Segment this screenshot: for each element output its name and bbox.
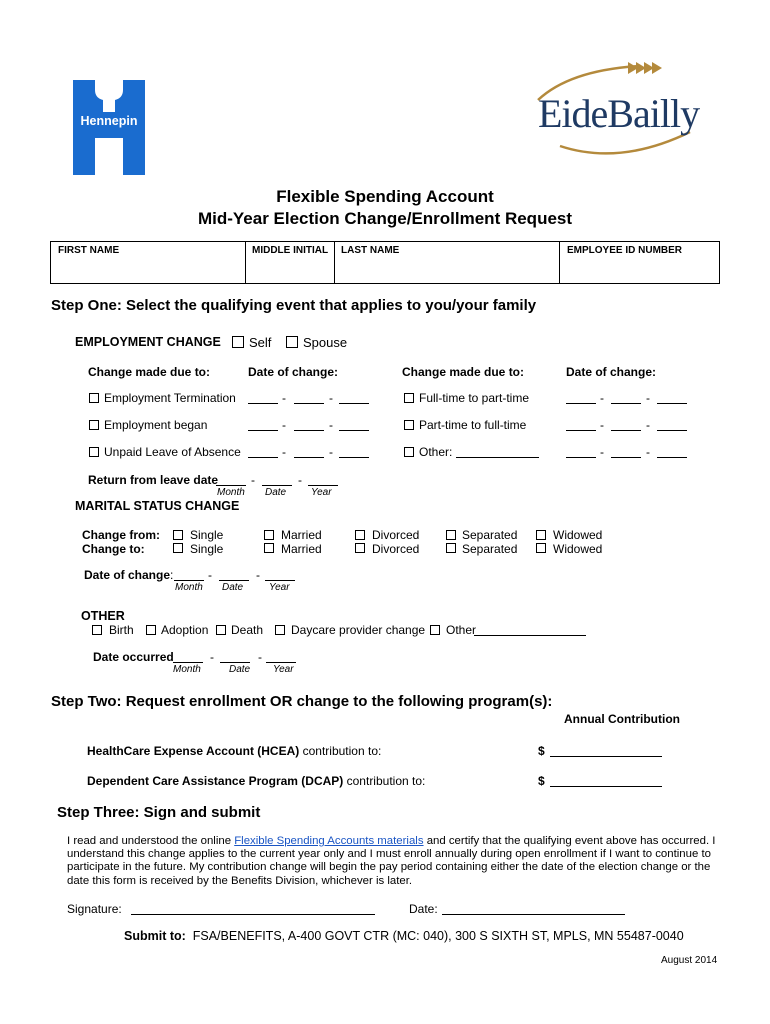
- eidebailly-logo: [530, 62, 710, 162]
- return-day-field[interactable]: [262, 485, 292, 486]
- employment-began-label: Employment began: [104, 418, 208, 432]
- marital-month-field[interactable]: [174, 580, 204, 581]
- death-checkbox[interactable]: [216, 625, 226, 635]
- submit-to-label: Submit to:: [124, 929, 186, 943]
- date-field[interactable]: [294, 403, 324, 404]
- birth-label: Birth: [109, 623, 134, 637]
- employment-termination-checkbox[interactable]: [89, 393, 99, 403]
- hcea-dollar: $: [538, 744, 545, 758]
- occurred-month-caption: Month: [173, 664, 201, 675]
- daycare-provider-label: Daycare provider change: [291, 623, 426, 637]
- hcea-amount-field[interactable]: [550, 756, 662, 757]
- return-month-caption: Month: [217, 487, 245, 498]
- occurred-year-caption: Year: [273, 664, 294, 675]
- occurred-day-field[interactable]: [220, 662, 250, 663]
- other-event-field[interactable]: [474, 635, 586, 636]
- from-widowed-label: Widowed: [553, 528, 603, 542]
- return-year-caption: Year: [311, 487, 332, 498]
- self-checkbox[interactable]: [232, 336, 244, 348]
- marital-month-caption: Month: [175, 582, 203, 593]
- employment-began-checkbox[interactable]: [89, 420, 99, 430]
- date-field[interactable]: [248, 403, 278, 404]
- from-married-label: Married: [281, 528, 322, 542]
- return-month-field[interactable]: [216, 485, 246, 486]
- dcap-dollar: $: [538, 774, 545, 788]
- first-name-label: FIRST NAME: [58, 245, 120, 256]
- to-divorced-checkbox[interactable]: [355, 543, 365, 553]
- date-field[interactable]: [657, 457, 687, 458]
- return-date-caption: Date: [265, 487, 287, 498]
- date-field[interactable]: [294, 430, 324, 431]
- marital-status-label: MARITAL STATUS CHANGE: [75, 499, 240, 513]
- daycare-provider-checkbox[interactable]: [275, 625, 285, 635]
- date-field[interactable]: [657, 403, 687, 404]
- spouse-label: Spouse: [303, 335, 348, 350]
- other-employment-checkbox[interactable]: [404, 447, 414, 457]
- return-from-leave-label: Return from leave date: [88, 473, 219, 487]
- hennepin-logo-text: Hennepin: [80, 114, 138, 128]
- other-employment-label: Other:: [419, 445, 453, 459]
- date-field[interactable]: [611, 457, 641, 458]
- fsa-materials-link[interactable]: Flexible Spending Accounts materials: [234, 835, 424, 847]
- date-field[interactable]: [248, 430, 278, 431]
- employee-id-label: EMPLOYEE ID NUMBER: [567, 245, 683, 256]
- birth-checkbox[interactable]: [92, 625, 102, 635]
- date-field[interactable]: [248, 457, 278, 458]
- employment-change-label: EMPLOYMENT CHANGE: [75, 335, 221, 349]
- form-title-line1: Flexible Spending Account: [276, 187, 494, 206]
- marital-year-field[interactable]: [265, 580, 295, 581]
- unpaid-leave-checkbox[interactable]: [89, 447, 99, 457]
- to-divorced-label: Divorced: [372, 542, 420, 556]
- full-to-part-time-label: Full-time to part-time: [419, 391, 530, 405]
- to-separated-checkbox[interactable]: [446, 543, 456, 553]
- step-three-heading: Step Three: Sign and submit: [57, 804, 261, 821]
- change-to-label: Change to:: [82, 542, 145, 556]
- date-field[interactable]: [339, 430, 369, 431]
- from-separated-label: Separated: [462, 528, 518, 542]
- occurred-date-caption: Date: [229, 664, 251, 675]
- date-left-label: Date of change:: [248, 365, 339, 379]
- part-to-full-time-label: Part-time to full-time: [419, 418, 527, 432]
- date-field[interactable]: [339, 403, 369, 404]
- last-name-label: LAST NAME: [341, 245, 400, 256]
- change-due-left-label: Change made due to:: [88, 365, 211, 379]
- other-employment-field[interactable]: [456, 457, 539, 458]
- change-from-label: Change from:: [82, 528, 160, 542]
- signature-date-field[interactable]: [442, 914, 625, 915]
- date-label: Date:: [409, 902, 438, 916]
- signature-label: Signature:: [67, 902, 122, 916]
- from-separated-checkbox[interactable]: [446, 530, 456, 540]
- adoption-label: Adoption: [161, 623, 209, 637]
- adoption-checkbox[interactable]: [146, 625, 156, 635]
- date-field[interactable]: [611, 403, 641, 404]
- part-to-full-time-checkbox[interactable]: [404, 420, 414, 430]
- other-heading: OTHER: [81, 609, 125, 623]
- date-field[interactable]: [611, 430, 641, 431]
- from-single-checkbox[interactable]: [173, 530, 183, 540]
- hennepin-logo: [73, 80, 145, 175]
- first-name-field[interactable]: [51, 256, 245, 282]
- date-field[interactable]: [294, 457, 324, 458]
- other-event-checkbox[interactable]: [430, 625, 440, 635]
- to-single-checkbox[interactable]: [173, 543, 183, 553]
- marital-date-caption: Date: [222, 582, 244, 593]
- annual-contribution-label: Annual Contribution: [564, 712, 680, 726]
- unpaid-leave-label: Unpaid Leave of Absence: [104, 445, 241, 459]
- change-due-right-label: Change made due to:: [402, 365, 525, 379]
- dcap-amount-field[interactable]: [550, 786, 662, 787]
- to-single-label: Single: [190, 542, 224, 556]
- date-field[interactable]: [339, 457, 369, 458]
- certification-paragraph: I read and understood the online Flexible Spending Accounts materials and certify that the qualifying event above has occurred. I understand this change applies to the current year only and I must enroll annually during open enrollment if I want to continue to participate in the future. My contribution change will begin the pay period containing either the date of the election change or the date this form is received by the Benefits Division, whichever is later.: [67, 835, 716, 887]
- submit-to-line: [124, 929, 684, 943]
- to-widowed-label: Widowed: [553, 542, 603, 556]
- submit-address: FSA/BENEFITS, A-400 GOVT CTR (MC: 040), 300 S SIXTH ST, MPLS, MN 55487-0040: [192, 929, 684, 943]
- middle-initial-field[interactable]: [246, 256, 334, 282]
- marital-year-caption: Year: [269, 582, 290, 593]
- date-field[interactable]: [657, 430, 687, 431]
- employment-termination-label: Employment Termination: [104, 391, 236, 405]
- marital-date-label: Date of change:: [84, 568, 174, 582]
- from-married-checkbox[interactable]: [264, 530, 274, 540]
- date-occurred-label: Date occurred: [93, 650, 174, 664]
- spouse-checkbox[interactable]: [286, 336, 298, 348]
- to-married-label: Married: [281, 542, 322, 556]
- eidebailly-logo-text: EideBailly: [538, 91, 700, 136]
- dcap-label: Dependent Care Assistance Program (DCAP) contribution to:: [87, 774, 426, 788]
- marital-day-field[interactable]: [219, 580, 249, 581]
- death-label: Death: [231, 623, 264, 637]
- date-field[interactable]: [566, 457, 596, 458]
- from-divorced-checkbox[interactable]: [355, 530, 365, 540]
- signature-field[interactable]: [131, 914, 375, 915]
- from-divorced-label: Divorced: [372, 528, 420, 542]
- date-field[interactable]: [566, 403, 596, 404]
- to-separated-label: Separated: [462, 542, 518, 556]
- last-name-field[interactable]: [335, 256, 559, 282]
- step-one-heading: Step One: Select the qualifying event that applies to you/your family: [51, 297, 537, 314]
- occurred-month-field[interactable]: [173, 662, 203, 663]
- return-year-field[interactable]: [308, 485, 338, 486]
- employee-info-table: [50, 241, 720, 284]
- date-right-label: Date of change:: [566, 365, 657, 379]
- other-event-label: Other: [446, 623, 477, 637]
- employee-id-field[interactable]: [560, 256, 718, 282]
- form-title-line2: Mid-Year Election Change/Enrollment Request: [197, 209, 573, 228]
- self-label: Self: [249, 335, 272, 350]
- from-widowed-checkbox[interactable]: [536, 530, 546, 540]
- hcea-label: HealthCare Expense Account (HCEA) contribution to:: [87, 744, 382, 758]
- full-to-part-time-checkbox[interactable]: [404, 393, 414, 403]
- from-single-label: Single: [190, 528, 224, 542]
- middle-initial-label: MIDDLE INITIAL: [252, 245, 329, 256]
- to-widowed-checkbox[interactable]: [536, 543, 546, 553]
- footer-date: August 2014: [661, 955, 718, 966]
- step-two-heading: Step Two: Request enrollment OR change to the following program(s):: [51, 693, 553, 710]
- occurred-year-field[interactable]: [266, 662, 296, 663]
- date-field[interactable]: [566, 430, 596, 431]
- to-married-checkbox[interactable]: [264, 543, 274, 553]
